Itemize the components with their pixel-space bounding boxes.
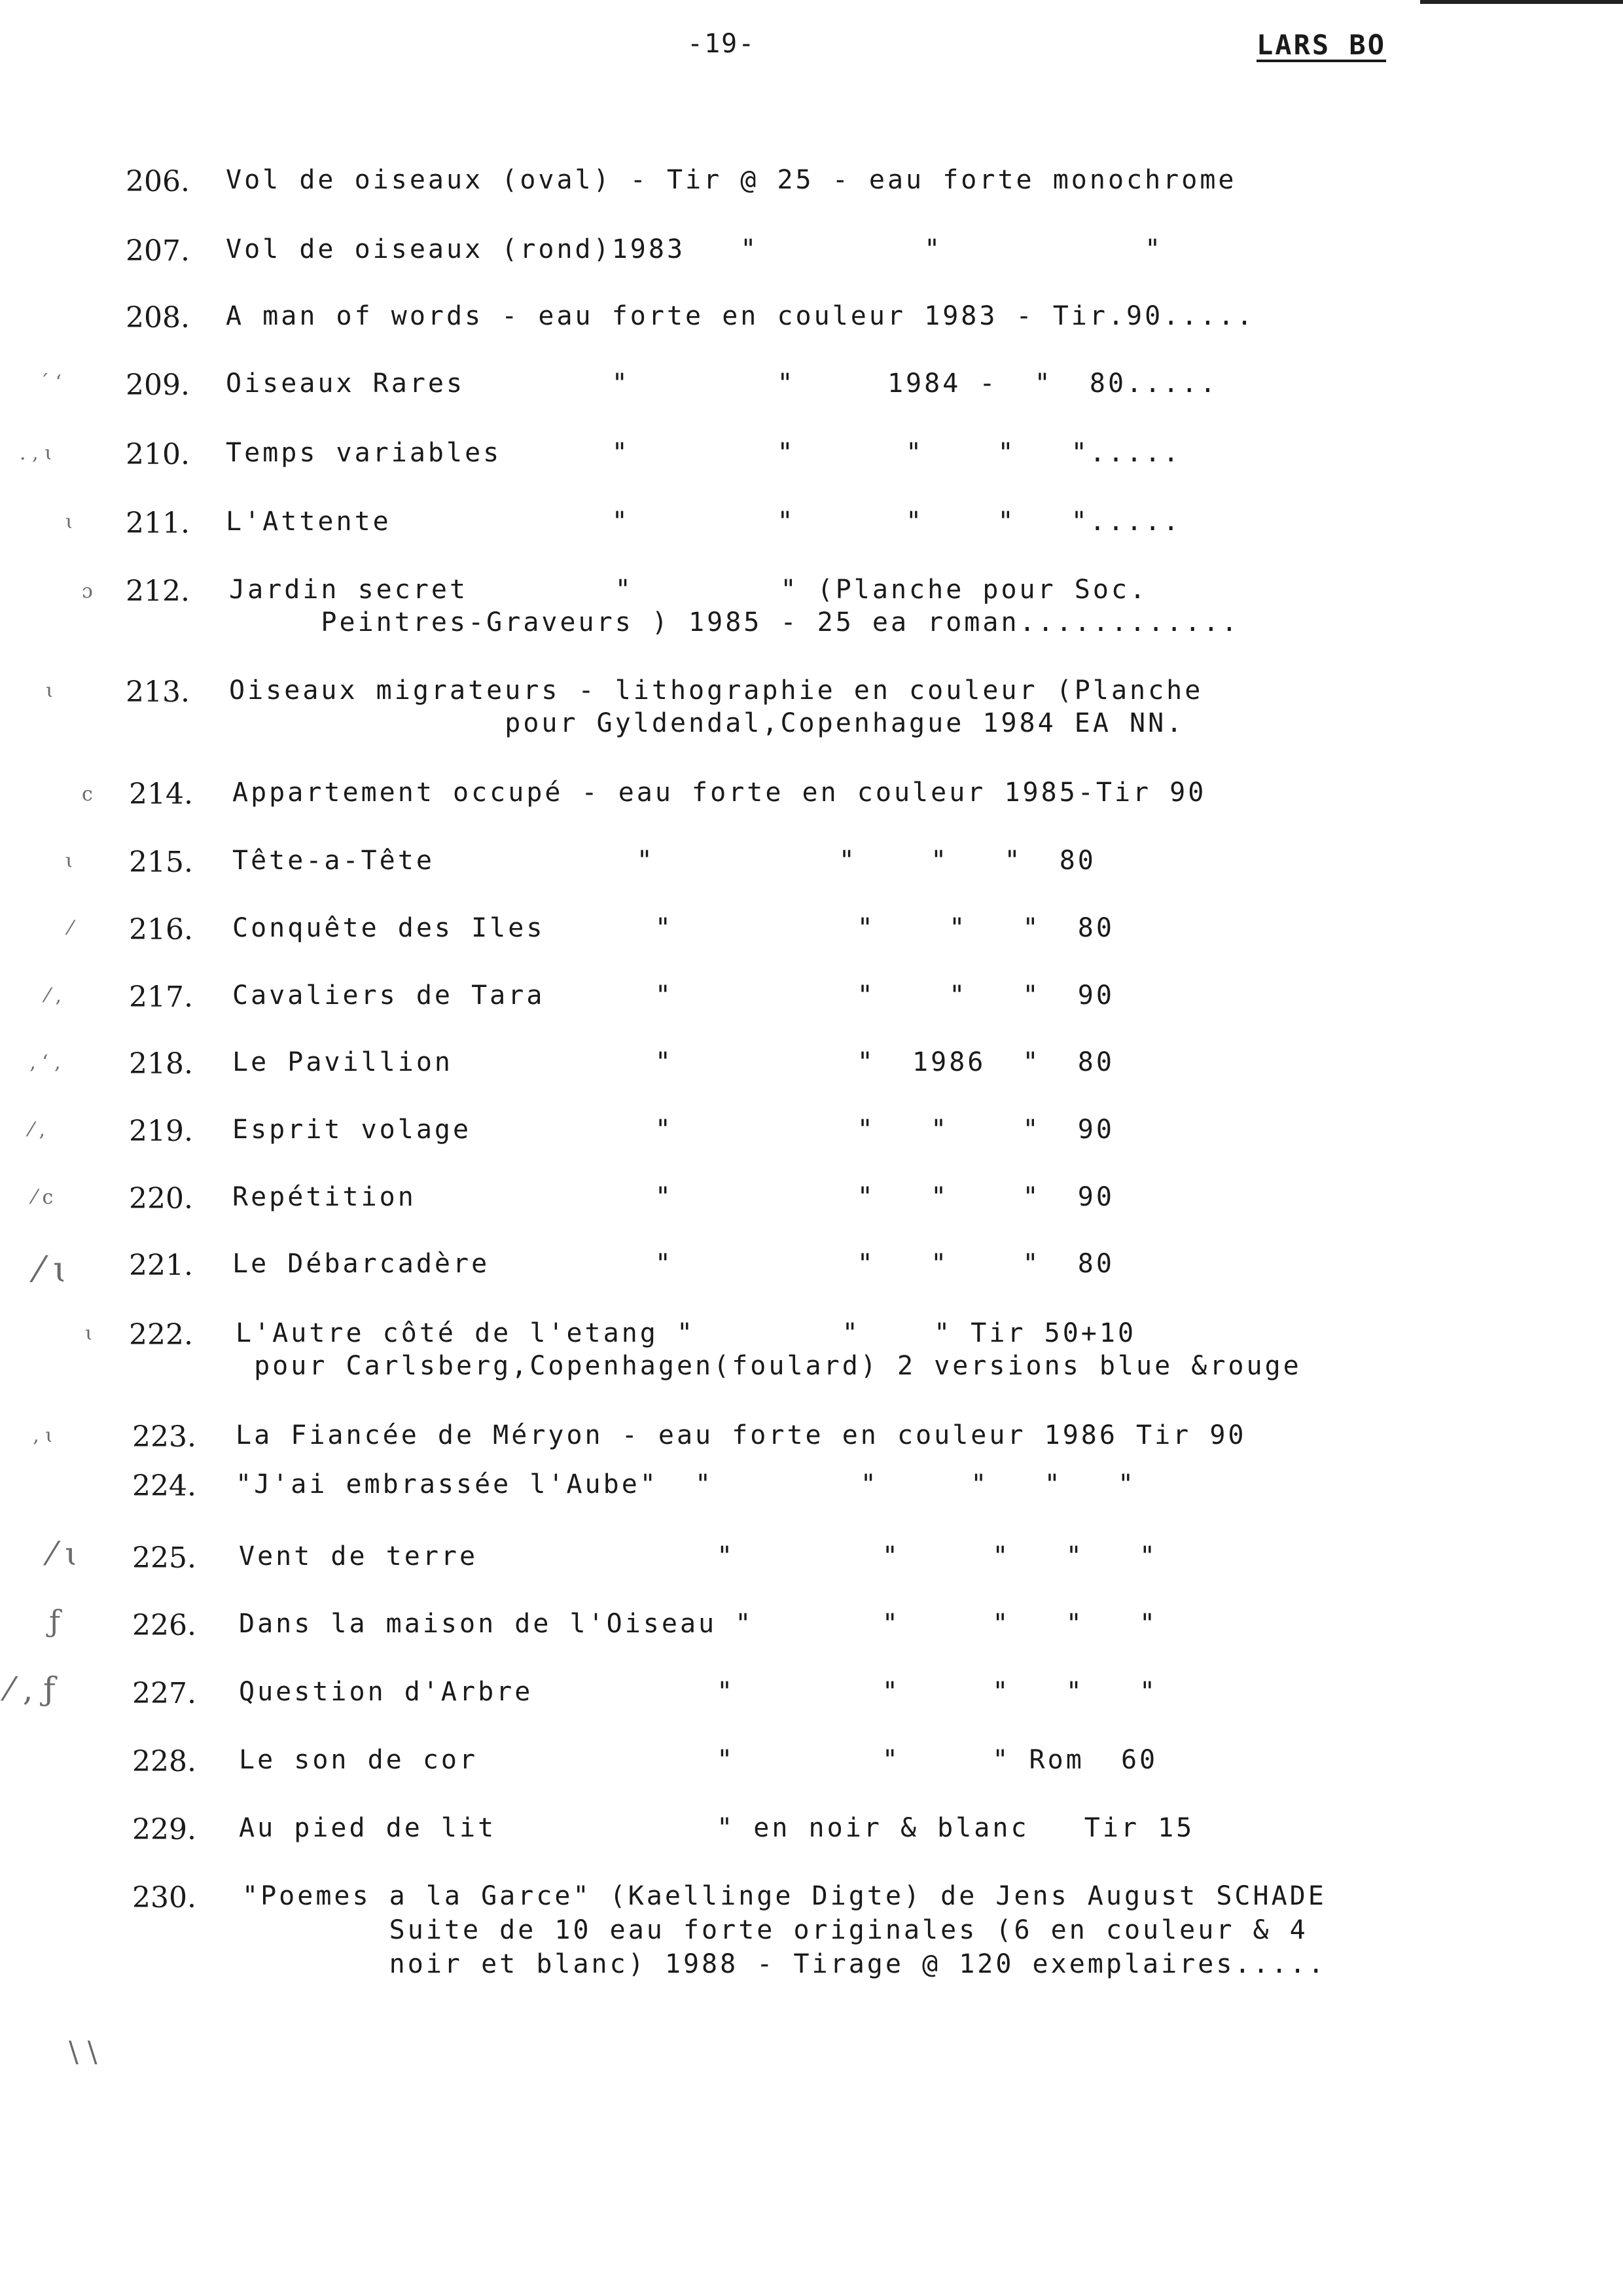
entry-number: 217. xyxy=(129,980,193,1014)
margin-check-mark: ‚ ‘ , xyxy=(29,1051,61,1074)
entry-text-continuation: Suite de 10 eau forte originales (6 en couleur & 4 xyxy=(242,1915,1308,1945)
entry-text: Repétition " " " " 90 xyxy=(232,1182,1115,1212)
page-number: -19- xyxy=(687,29,756,59)
entry-text: "Poemes a la Garce" (Kaellinge Digte) de Jens August SCHADE xyxy=(242,1881,1327,1911)
entry-text: Vol de oiseaux (rond)1983 " " " xyxy=(226,234,1164,264)
entry-text: Cavaliers de Tara " " " " 90 xyxy=(232,980,1115,1011)
entry-number: 211. xyxy=(126,507,190,540)
entry-text-continuation: noir et blanc) 1988 - Tirage @ 120 exemplaires..... xyxy=(242,1949,1327,1979)
entry-text: A man of words - eau forte en couleur 1983 - Tir.90..... xyxy=(226,301,1255,331)
entry-text: Au pied de lit " en noir & blanc Tir 15 xyxy=(239,1813,1195,1843)
margin-check-mark: ⁄ xyxy=(69,917,73,940)
margin-check-mark: ´ ‘ xyxy=(39,371,62,394)
entry-number: 223. xyxy=(132,1420,196,1454)
entry-text: Le son de cor " " " Rom 60 xyxy=(239,1745,1158,1775)
margin-check-mark: ɩ xyxy=(46,679,54,702)
entry-text: Question d'Arbre " " " " " xyxy=(239,1677,1158,1707)
entry-number: 226. xyxy=(132,1609,196,1642)
entry-number: 210. xyxy=(126,438,190,471)
entry-number: 228. xyxy=(132,1745,196,1778)
entry-text: "J'ai embrassée l'Aube" " " " " " xyxy=(236,1469,1137,1499)
margin-scribble: \ \ xyxy=(69,2036,98,2069)
author-name: LARS BO xyxy=(1257,29,1387,61)
margin-check-mark: ‚ ɩ xyxy=(33,1424,53,1447)
margin-check-mark: ⁄ ɩ xyxy=(49,1535,78,1573)
entry-text: Vent de terre " " " " " xyxy=(239,1541,1158,1571)
entry-text: Conquête des Iles " " " " 80 xyxy=(232,913,1115,943)
entry-number: 214. xyxy=(129,778,193,811)
entry-text: Dans la maison de l'Oiseau " " " " " xyxy=(239,1609,1158,1639)
margin-check-mark: ⁄ ‚ ƒ xyxy=(7,1670,56,1708)
margin-check-mark: c xyxy=(82,783,93,806)
entry-text: Oiseaux Rares " " 1984 - " 80..... xyxy=(226,368,1219,399)
entry-number: 230. xyxy=(132,1881,196,1914)
entry-text: Esprit volage " " " " 90 xyxy=(232,1115,1115,1145)
entry-text: Le Pavillion " " 1986 " 80 xyxy=(232,1047,1115,1077)
entry-number: 225. xyxy=(132,1541,196,1575)
entry-number: 227. xyxy=(132,1677,196,1710)
entry-number: 220. xyxy=(129,1182,193,1215)
margin-check-mark: ɩ xyxy=(65,850,73,872)
entry-text: Oiseaux migrateurs - lithographie en couleur (Planche xyxy=(229,675,1204,706)
entry-text: La Fiancée de Méryon - eau forte en couleur 1986 Tir 90 xyxy=(236,1420,1247,1450)
entry-text: Appartement occupé - eau forte en couleur 1985-Tir 90 xyxy=(232,778,1207,808)
entry-text: Vol de oiseaux (oval) - Tir @ 25 - eau forte monochrome xyxy=(226,165,1237,195)
entry-number: 208. xyxy=(126,301,190,334)
margin-check-mark: ɩ xyxy=(85,1322,93,1345)
entry-number: 213. xyxy=(126,675,190,709)
entry-number: 212. xyxy=(126,575,190,608)
entry-text: L'Autre côté de l'etang " " " Tir 50+10 xyxy=(236,1318,1137,1348)
entry-text-continuation: Peintres-Graveurs ) 1985 - 25 ea roman............ xyxy=(229,607,1240,637)
margin-check-mark: ⁄ , xyxy=(46,984,62,1007)
entry-text: Temps variables " " " " "..... xyxy=(226,438,1182,468)
entry-number: 224. xyxy=(132,1469,196,1503)
entry-number: 221. xyxy=(129,1249,193,1282)
entry-number: 215. xyxy=(129,846,193,879)
entry-number: 207. xyxy=(126,234,190,268)
entry-text-continuation: pour Carlsberg,Copenhagen(foulard) 2 versions blue &rouge xyxy=(236,1351,1302,1381)
entry-text: L'Attente " " " " "..... xyxy=(226,507,1182,537)
entry-number: 218. xyxy=(129,1047,193,1081)
margin-check-mark: ɔ xyxy=(82,580,93,603)
entry-number: 229. xyxy=(132,1813,196,1846)
entry-number: 216. xyxy=(129,913,193,946)
entry-number: 209. xyxy=(126,368,190,402)
margin-check-mark: ⁄ c xyxy=(33,1186,54,1209)
entry-number: 222. xyxy=(129,1318,193,1352)
margin-check-mark: ɩ xyxy=(65,511,73,533)
entry-text-continuation: pour Gyldendal,Copenhague 1984 EA NN. xyxy=(229,708,1185,738)
margin-check-mark: ƒ xyxy=(49,1604,61,1639)
margin-check-mark: ⁄ ɩ xyxy=(36,1249,67,1290)
entry-text: Jardin secret " " (Planche pour Soc. xyxy=(229,575,1149,605)
margin-check-mark: . , ɩ xyxy=(20,442,52,465)
entry-text: Tête-a-Tête " " " " 80 xyxy=(232,846,1096,876)
entry-number: 206. xyxy=(126,165,190,198)
margin-check-mark: ⁄ , xyxy=(29,1119,46,1141)
entry-number: 219. xyxy=(129,1115,193,1148)
entry-text: Le Débarcadère " " " " 80 xyxy=(232,1249,1115,1279)
